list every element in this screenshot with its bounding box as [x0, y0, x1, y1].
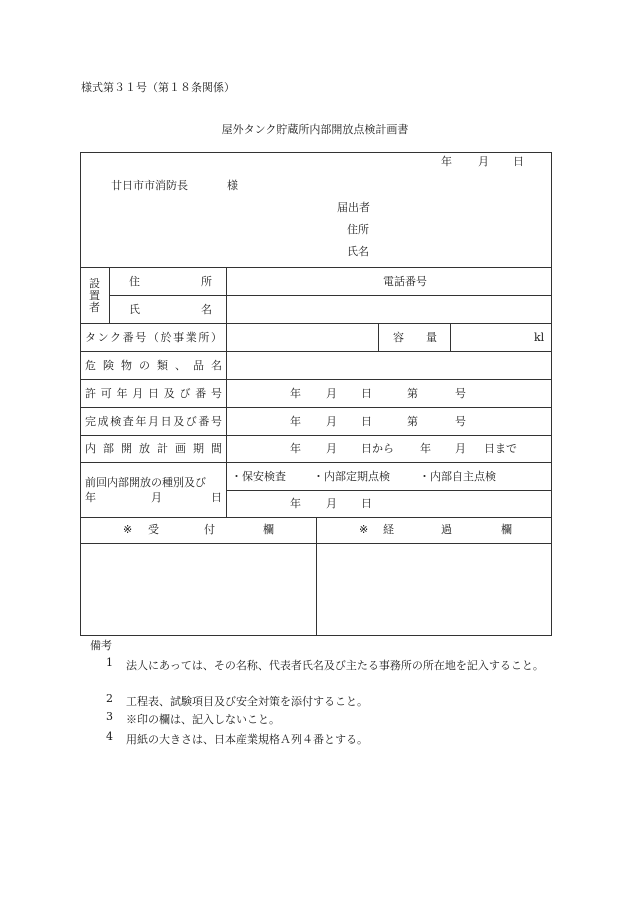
notifier-address-label: 住所 — [347, 223, 369, 236]
tank-number-label: タンク番号（於事業所） — [85, 331, 222, 344]
honorific: 様 — [227, 179, 238, 192]
reception-area[interactable] — [81, 544, 316, 635]
row-divider — [81, 267, 551, 268]
completion-inspection-label: 完成検査年月日及び番号 — [85, 415, 222, 428]
progress-area[interactable] — [317, 544, 551, 635]
period-end-month: 月 — [455, 442, 466, 455]
remark-text: 工程表、試験項目及び安全対策を添付すること。 — [126, 695, 368, 708]
capacity-label-1: 容 — [393, 331, 404, 344]
remark-text: 法人にあっては、その名称、代表者氏名及び主たる事務所の所在地を記入すること。 — [126, 659, 544, 672]
completion-year: 年 — [290, 415, 301, 428]
installer-group-label-3: 者 — [89, 301, 100, 314]
remarks-title: 備考 — [90, 639, 112, 652]
period-start-year: 年 — [290, 442, 301, 455]
inspection-type-periodic: ・内部定期点検 — [313, 470, 390, 483]
progress-label-2: 過 — [441, 523, 452, 536]
hazardous-material-label: 危険物の類、品名 — [85, 359, 222, 372]
installer-address-label-2: 所 — [201, 275, 212, 288]
completion-dai: 第 — [407, 415, 418, 428]
permit-month: 月 — [326, 387, 337, 400]
remark-number: 2 — [106, 692, 113, 705]
row-divider — [81, 435, 551, 436]
permit-day: 日 — [361, 387, 372, 400]
installer-name-label-1: 氏 — [129, 303, 140, 316]
remark-number: 4 — [106, 730, 113, 743]
completion-day: 日 — [361, 415, 372, 428]
notifier-name-label: 氏名 — [347, 245, 369, 258]
capacity-label-2: 量 — [426, 331, 437, 344]
previous-inspection-month: 月 — [151, 491, 162, 504]
addressee: 廿日市市消防長 — [111, 179, 188, 192]
previous-inspection-label: 前回内部開放の種別及び — [85, 476, 206, 489]
column-divider — [226, 267, 227, 517]
remark-text: 用紙の大きさは、日本産業規格Ａ列４番とする。 — [126, 733, 368, 746]
remark-text: ※印の欄は、記入しないこと。 — [126, 713, 280, 726]
previous-inspection-day: 日 — [211, 491, 222, 504]
permit-date-label: 許可年月日及び番号 — [85, 387, 222, 400]
remark-number: 1 — [106, 656, 113, 669]
row-divider — [226, 490, 551, 491]
date-day: 日 — [513, 155, 524, 168]
permit-go: 号 — [455, 387, 466, 400]
reception-label-1: 受 — [148, 523, 159, 536]
reception-mark: ※ — [123, 523, 133, 536]
previous-month: 月 — [326, 497, 337, 510]
permit-dai: 第 — [407, 387, 418, 400]
row-divider — [109, 295, 551, 296]
phone-label: 電話番号 — [383, 275, 427, 288]
previous-year: 年 — [290, 497, 301, 510]
period-end-day: 日まで — [484, 442, 517, 455]
application-form-table — [80, 152, 552, 636]
date-year: 年 — [441, 155, 452, 168]
row-divider — [81, 323, 551, 324]
previous-day: 日 — [361, 497, 372, 510]
progress-label-1: 経 — [383, 523, 394, 536]
row-divider — [81, 379, 551, 380]
period-start-month: 月 — [326, 442, 337, 455]
period-end-year: 年 — [420, 442, 431, 455]
capacity-unit: kl — [534, 331, 545, 344]
row-divider — [81, 351, 551, 352]
date-month: 月 — [478, 155, 489, 168]
form-number: 様式第３１号（第１８条関係） — [81, 81, 235, 94]
reception-label-2: 付 — [204, 523, 215, 536]
row-divider — [81, 462, 551, 463]
plan-period-label: 内部開放計画期間 — [85, 442, 222, 455]
installer-group-label-1: 設 — [89, 277, 100, 290]
completion-go: 号 — [455, 415, 466, 428]
progress-label-3: 欄 — [501, 523, 512, 536]
notifier-label: 届出者 — [337, 201, 370, 214]
installer-group-label-2: 置 — [89, 289, 100, 302]
period-start-day: 日から — [361, 442, 394, 455]
installer-address-label-1: 住 — [129, 275, 140, 288]
reception-label-3: 欄 — [263, 523, 274, 536]
column-divider — [109, 267, 110, 323]
document-title: 屋外タンク貯蔵所内部開放点検計画書 — [221, 123, 409, 136]
remark-number: 3 — [106, 710, 113, 723]
previous-inspection-year: 年 — [85, 491, 96, 504]
column-divider — [378, 323, 379, 351]
inspection-type-safety: ・保安検査 — [231, 470, 286, 483]
inspection-type-voluntary: ・内部自主点検 — [419, 470, 496, 483]
installer-name-label-2: 名 — [201, 303, 212, 316]
column-divider — [450, 323, 451, 351]
row-divider — [81, 407, 551, 408]
progress-mark: ※ — [359, 523, 369, 536]
permit-year: 年 — [290, 387, 301, 400]
completion-month: 月 — [326, 415, 337, 428]
